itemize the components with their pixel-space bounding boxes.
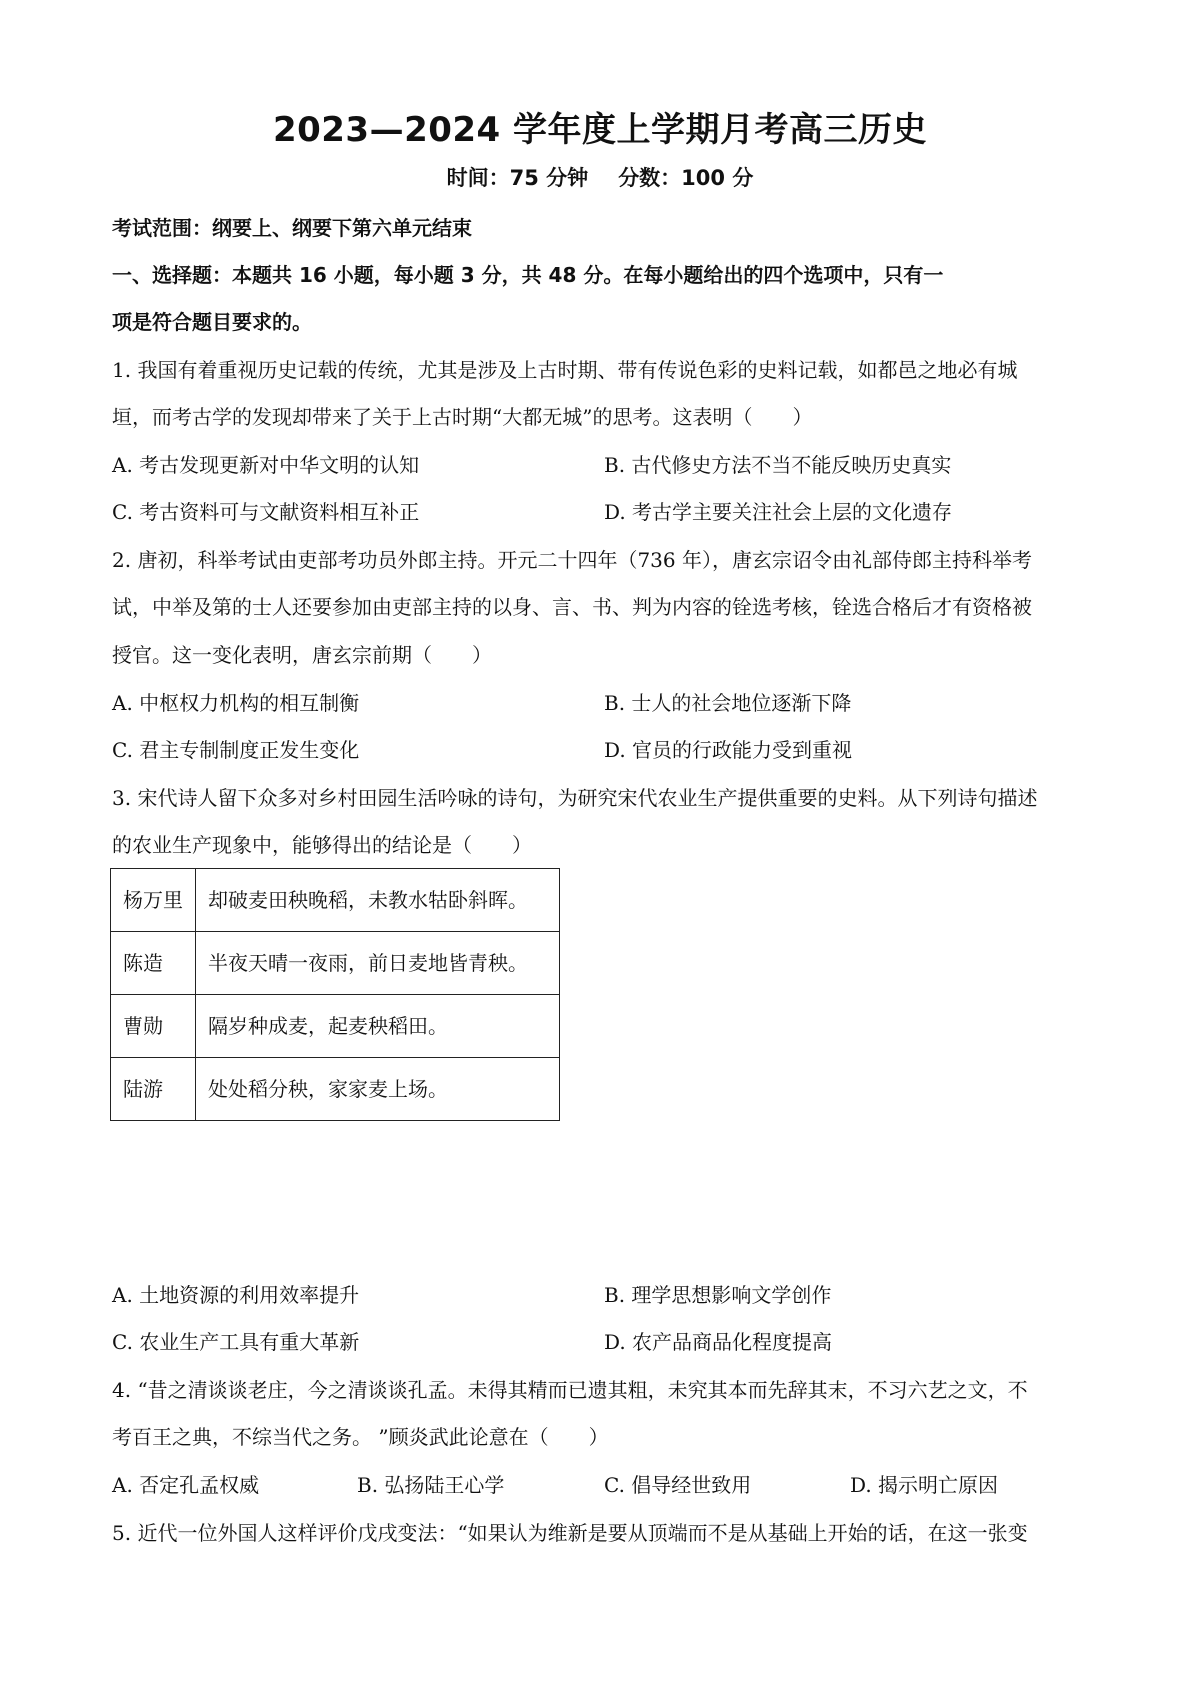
q3-stem-line1: 3. 宋代诗人留下众多对乡村田园生活吟咏的诗句，为研究宋代农业生产提供重要的史料。从下列诗句描述: [112, 786, 1038, 810]
q1-option-b[interactable]: B. 古代修史方法不当不能反映历史真实: [604, 453, 952, 477]
table-row: [111, 932, 560, 995]
q1-option-c[interactable]: C. 考古资料可与文献资料相互补正: [112, 500, 420, 524]
poem-verse: 处处稻分秧，家家麦上场。: [196, 1058, 560, 1121]
q2-stem-line2: 试，中举及第的士人还要参加由吏部主持的以身、言、书、判为内容的铨选考核，铨选合格后才有资格被: [112, 595, 1032, 619]
poem-verse: 半夜天晴一夜雨，前日麦地皆青秧。: [196, 932, 560, 995]
q1-stem-line2: 垣，而考古学的发现却带来了关于上古时期“大都无城”的思考。这表明（ ）: [112, 405, 813, 429]
q3-option-d[interactable]: D. 农产品商品化程度提高: [604, 1330, 833, 1354]
section-instructions-line1: 一、选择题：本题共 16 小题，每小题 3 分，共 48 分。在每小题给出的四个选项中，只有一: [112, 263, 944, 287]
q5-stem-line1: 5. 近代一位外国人这样评价戊戌变法：“如果认为维新是要从顶端而不是从基础上开始的话，在这一张变: [112, 1521, 1028, 1545]
q3-option-b[interactable]: B. 理学思想影响文学创作: [604, 1283, 832, 1307]
q2-stem-line3: 授官。这一变化表明，唐玄宗前期（ ）: [112, 643, 492, 667]
table-row: [111, 995, 560, 1058]
exam-scope: 考试范围：纲要上、纲要下第六单元结束: [112, 216, 472, 240]
table-row: [111, 869, 560, 932]
poem-author: 杨万里: [111, 869, 196, 932]
q2-option-d[interactable]: D. 官员的行政能力受到重视: [604, 738, 853, 762]
poem-author: 陈造: [111, 932, 196, 995]
q4-option-c[interactable]: C. 倡导经世致用: [604, 1473, 752, 1497]
table-row: [111, 1058, 560, 1121]
q1-option-d[interactable]: D. 考古学主要关注社会上层的文化遗存: [604, 500, 953, 524]
q2-stem-line1: 2. 唐初，科举考试由吏部考功员外郎主持。开元二十四年（736 年），唐玄宗诏令由礼部侍郎主持科举考: [112, 548, 1032, 572]
poem-author: 曹勋: [111, 995, 196, 1058]
q3-option-a[interactable]: A. 土地资源的利用效率提升: [112, 1283, 360, 1307]
q3-stem-line2: 的农业生产现象中，能够得出的结论是（ ）: [112, 833, 532, 857]
q4-stem-line2: 考百王之典，不综当代之务。 ”顾炎武此论意在（ ）: [112, 1425, 609, 1449]
section-instructions-line2: 项是符合题目要求的。: [112, 310, 312, 334]
q4-option-d[interactable]: D. 揭示明亡原因: [850, 1473, 999, 1497]
exam-time: 时间：75 分钟: [446, 166, 589, 190]
exam-score: 分数：100 分: [618, 166, 754, 190]
q3-option-c[interactable]: C. 农业生产工具有重大革新: [112, 1330, 360, 1354]
q1-option-a[interactable]: A. 考古发现更新对中华文明的认知: [112, 453, 420, 477]
q4-option-b[interactable]: B. 弘扬陆王心学: [357, 1473, 505, 1497]
q2-option-b[interactable]: B. 士人的社会地位逐渐下降: [604, 691, 852, 715]
q2-option-c[interactable]: C. 君主专制制度正发生变化: [112, 738, 360, 762]
poem-verse: 却破麦田秧晚稻，未教水牯卧斜晖。: [196, 869, 560, 932]
q1-stem-line1: 1. 我国有着重视历史记载的传统，尤其是涉及上古时期、带有传说色彩的史料记载，如都邑之地必有城: [112, 358, 1018, 382]
exam-info: [0, 162, 1200, 192]
q2-option-a[interactable]: A. 中枢权力机构的相互制衡: [112, 691, 360, 715]
poem-table: [110, 868, 560, 1121]
exam-title: 2023—2024 学年度上学期月考高三历史: [272, 110, 928, 150]
poem-author: 陆游: [111, 1058, 196, 1121]
q4-option-a[interactable]: A. 否定孔孟权威: [112, 1473, 260, 1497]
poem-verse: 隔岁种成麦，起麦秧稻田。: [196, 995, 560, 1058]
q4-stem-line1: 4. “昔之清谈谈老庄，今之清谈谈孔孟。未得其精而已遗其粗，未究其本而先辞其末，不习六艺之文，不: [112, 1378, 1028, 1402]
